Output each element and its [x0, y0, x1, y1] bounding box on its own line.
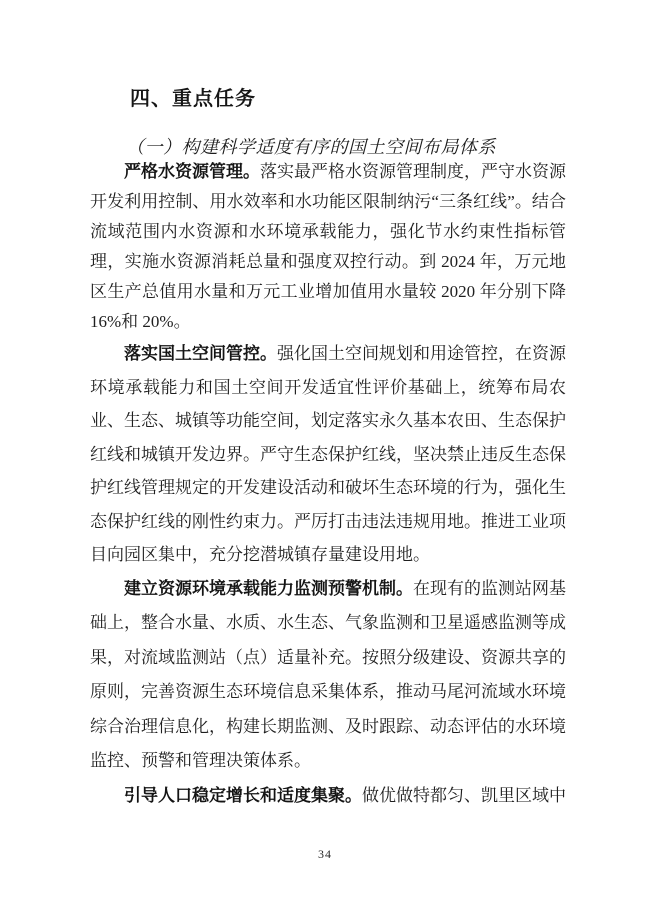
section-heading: 四、重点任务	[130, 88, 256, 110]
paragraph-lead: 严格水资源管理。	[124, 162, 260, 181]
paragraph-population-growth	[90, 779, 566, 812]
paragraph-text: 做优做特都匀、凯里区域中	[362, 785, 566, 805]
paragraph-monitoring-warning	[90, 572, 566, 779]
paragraph-lead: 建立资源环境承载能力监测预警机制。	[124, 578, 413, 598]
paragraph-text: 强化国土空间规划和用途管控，在资源环境承载能力和国土空间开发适宜性评价基础上，统筹布局农业、生态、城镇等功能空间，划定落实永久基本农田、生态保护红线和城镇开发边界。严守生态保护红线，坚决禁止违反生态保护红线管理规定的开发建设活动和破坏生态环境的行为，强化生态保护红线的刚性约束力。严厉打击违法违规用地。推进工业项目向园区集中，充分挖潜城镇存量建设用地。	[90, 344, 566, 564]
paragraph-lead: 落实国土空间管控。	[124, 344, 277, 363]
paragraph-lead: 引导人口稳定增长和适度集聚。	[124, 785, 362, 805]
subsection-heading: （一）构建科学适度有序的国土空间布局体系	[126, 137, 496, 157]
paragraph-text: 在现有的监测站网基础上，整合水量、水质、水生态、气象监测和卫星遥感监测等成果，对流域监测站（点）适量补充。按照分级建设、资源共享的原则，完善资源生态环境信息采集体系，推动马尾河流域水环境综合治理信息化，构建长期监测、及时跟踪、动态评估的水环境监控、预警和管理决策体系。	[90, 578, 566, 770]
paragraph-water-resource	[90, 157, 566, 337]
paragraph-land-space-control	[90, 337, 566, 572]
paragraph-text: 落实最严格水资源管理制度，严守水资源开发利用控制、用水效率和水功能区限制纳污“三条红线”。结合流域范围内水资源和水环境承载能力，强化节水约束性指标管理，实施水资源消耗总量和强度双控行动。到 2024 年，万元地区生产总值用水量和万元工业增加值用水量较 2020 年分别下降 16%和 20%。	[90, 162, 566, 331]
page-number: 34	[318, 847, 332, 861]
